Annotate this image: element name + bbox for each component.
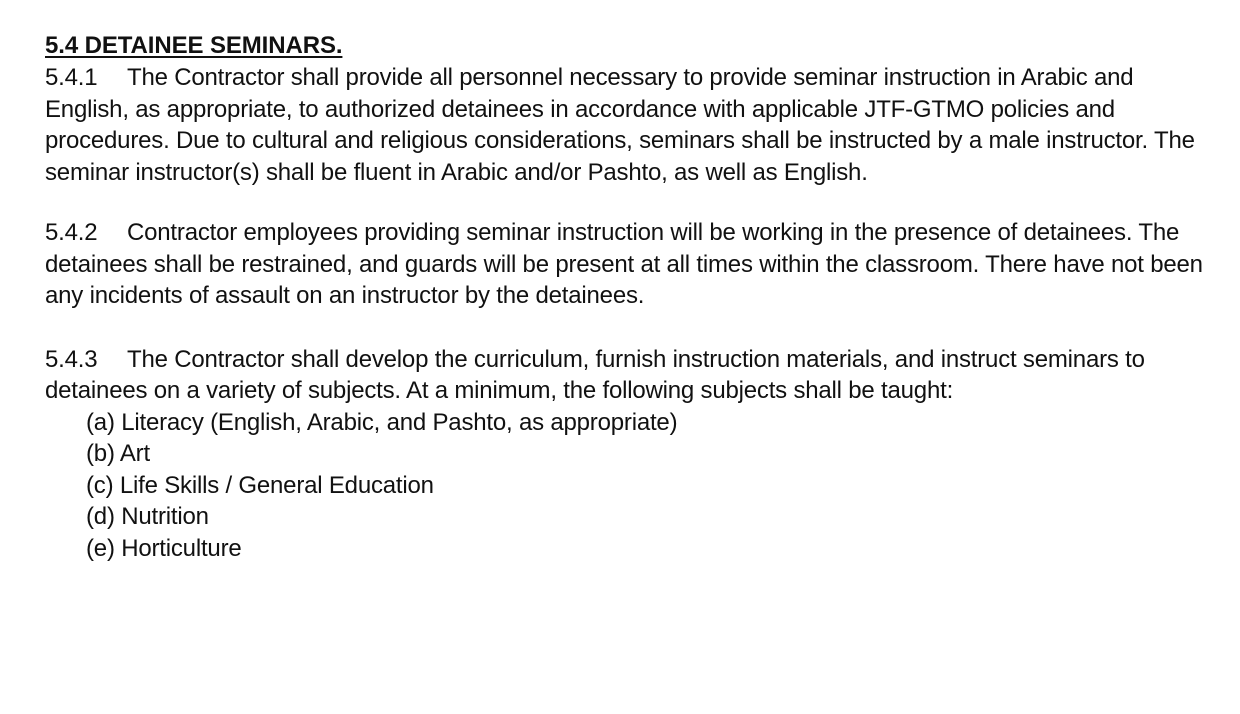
paragraph-number: 5.4.2	[45, 219, 98, 246]
paragraph-5-4-3	[45, 344, 1215, 407]
paragraph-text: Contractor employees providing seminar instruction will be working in the presence of detainees. The detainees shall be restrained, and guards will be present at all times within the classroom. There have not been any incidents of assault on an instructor by the detainees.	[45, 219, 1203, 309]
paragraph-spacer	[45, 312, 1215, 344]
subject-list	[45, 407, 1215, 565]
paragraph-text: The Contractor shall provide all personnel necessary to provide seminar instruction in Arabic and English, as appropriate, to authorized detainees in accordance with applicable JTF-GTMO policies and procedures. Due to cultural and religious considerations, seminars shall be instructed by a male instructor. The seminar instructor(s) shall be fluent in Arabic and/or Pashto, as well as English.	[45, 64, 1195, 186]
section-heading: 5.4 DETAINEE SEMINARS.	[45, 32, 343, 59]
list-item: (e) Horticulture	[86, 534, 242, 562]
paragraph-number: 5.4.3	[45, 345, 98, 373]
paragraph-5-4-2	[45, 217, 1215, 312]
paragraph-5-4-1	[45, 62, 1215, 188]
paragraph-text: The Contractor shall develop the curriculum, furnish instruction materials, and instruct seminars to detainees on a variety of subjects. At a minimum, the following subjects shall be taught:	[45, 345, 1145, 404]
list-item: (b) Art	[86, 440, 150, 467]
list-item: (d) Nutrition	[86, 503, 209, 530]
list-item: (c) Life Skills / General Education	[86, 471, 434, 499]
list-item: (a) Literacy (English, Arabic, and Pashto, as appropriate)	[86, 408, 678, 436]
document-page	[45, 30, 1215, 564]
paragraph-number: 5.4.1	[45, 64, 98, 91]
paragraph-spacer	[45, 188, 1215, 217]
